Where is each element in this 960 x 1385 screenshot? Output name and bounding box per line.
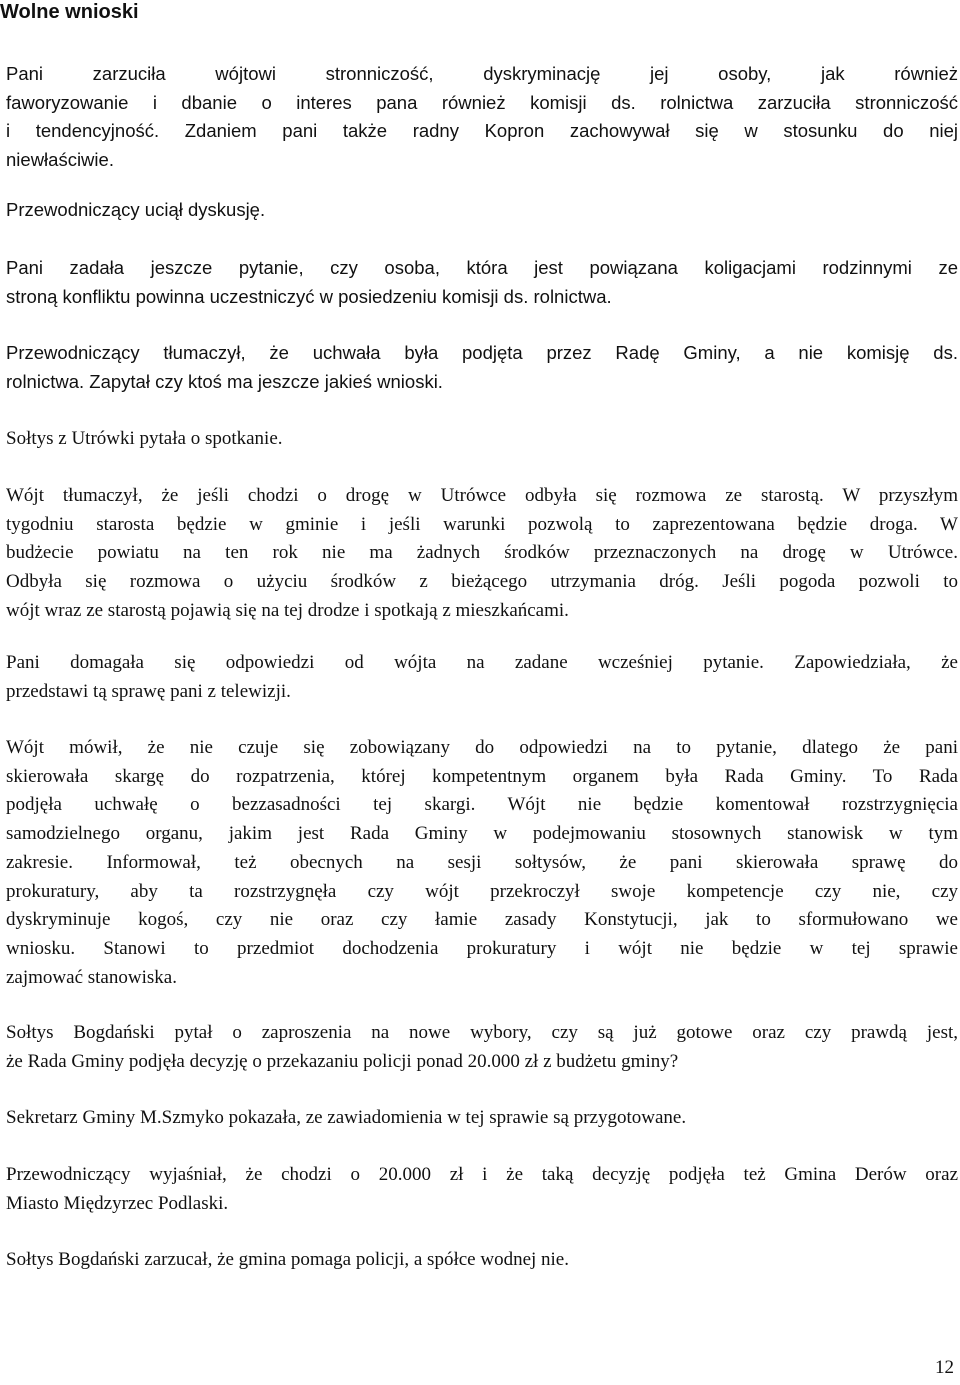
section-heading: Wolne wnioski: [0, 1, 139, 23]
paragraph: [6, 1104, 958, 1133]
paragraph-line: niewłaściwie.: [6, 149, 114, 171]
paragraph-line: Sołtys Bogdański pytał o zaproszenia na nowe wybory, czy są już gotowe oraz czy prawdą jest,: [6, 1022, 958, 1043]
paragraph-line: samodzielnego organu, jakim jest Rada Gminy w podejmowaniu stosownych stanowisk w tym: [6, 823, 958, 845]
paragraph-line: Przewodniczący uciął dyskusję.: [6, 199, 266, 220]
paragraph-line: Sekretarz Gminy M.Szmyko pokazała, ze zawiadomienia w tej sprawie są przygotowane.: [6, 1107, 687, 1128]
paragraph-line: budżecie powiatu na ten rok nie ma żadnych środków przeznaczonych na drogę w Utrówce.: [6, 542, 958, 564]
paragraph-line: Odbyła się rozmowa o użyciu środków z bieżącego utrzymania dróg. Jeśli pogoda pozwoli to: [6, 571, 958, 593]
paragraph: [6, 649, 958, 706]
paragraph: [6, 425, 958, 454]
paragraph-line: faworyzowanie i dbanie o interes pana również komisji ds. rolnictwa zarzuciła stronniczość: [6, 91, 958, 113]
paragraph-line: stroną konfliktu powinna uczestniczyć w posiedzeniu komisji ds. rolnictwa.: [6, 285, 612, 307]
paragraph: [6, 1019, 958, 1076]
paragraph-line: Przewodniczący tłumaczył, że uchwała była podjęta przez Radę Gminy, a nie komisję ds.: [6, 342, 958, 363]
paragraph-line: wójt wraz ze starostą pojawią się na tej drodze i spotkają z mieszkańcami.: [6, 599, 569, 621]
paragraph-line: tygodniu starosta będzie w gminie i jeśli warunki pozwolą to zaprezentowana będzie droga. W: [6, 513, 958, 535]
paragraph: [6, 482, 958, 626]
paragraph-line: Pani zadała jeszcze pytanie, czy osoba, która jest powiązana koligacjami rodzinnymi ze: [6, 257, 958, 278]
paragraph-line: wniosku. Stanowi to przedmiot dochodzenia prokuratury i wójt nie będzie w tej sprawie: [6, 937, 958, 959]
paragraph-line: że Rada Gminy podjęła decyzję o przekazaniu policji ponad 20.000 zł z budżetu gminy?: [6, 1050, 679, 1072]
paragraph: [6, 196, 958, 225]
paragraph-line: dyskryminuje kogoś, czy nie oraz czy łamie zasady Konstytucji, jak to sformułowano we: [6, 909, 958, 931]
paragraph-line: rolnictwa. Zapytał czy ktoś ma jeszcze jakieś wnioski.: [6, 370, 443, 392]
paragraph: [6, 1246, 958, 1275]
paragraph-line: Sołtys z Utrówki pytała o spotkanie.: [6, 428, 283, 449]
paragraph-line: zakresie. Informował, też obecnych na sesji sołtysów, że pani skierowała sprawę do: [6, 851, 958, 873]
paragraph-line: skierowała skargę do rozpatrzenia, której kompetentnym organem była Rada Gminy. To Rada: [6, 765, 958, 787]
paragraph-line: prokuratury, aby ta rozstrzygnęła czy wójt przekroczył swoje kompetencje czy nie, czy: [6, 880, 958, 902]
paragraph-line: Miasto Międzyrzec Podlaski.: [6, 1192, 229, 1214]
paragraph: [6, 254, 958, 311]
page-number: 12: [935, 1357, 954, 1378]
paragraph-line: Sołtys Bogdański zarzucał, że gmina pomaga policji, a spółce wodnej nie.: [6, 1249, 569, 1270]
paragraph-line: Pani zarzuciła wójtowi stronniczość, dyskryminację jej osoby, jak również: [6, 63, 958, 84]
paragraph-line: Pani domagała się odpowiedzi od wójta na zadane wcześniej pytanie. Zapowiedziała, że: [6, 652, 958, 673]
paragraph: [6, 734, 958, 992]
paragraph-line: podjęła uchwałę o bezzasadności tej skargi. Wójt nie będzie komentował rozstrzygnięcia: [6, 794, 958, 816]
paragraph-line: Wójt mówił, że nie czuje się zobowiązany do odpowiedzi na to pytanie, dlatego że pani: [6, 737, 958, 758]
paragraph-line: Przewodniczący wyjaśniał, że chodzi o 20.000 zł i że taką decyzję podjęła też Gmina Derów oraz: [6, 1164, 958, 1185]
paragraph: [6, 60, 958, 175]
paragraph-line: zajmować stanowiska.: [6, 966, 177, 988]
paragraph-line: i tendencyjność. Zdaniem pani także radny Kopron zachowywał się w stosunku do niej: [6, 120, 958, 142]
paragraph: [6, 339, 958, 396]
paragraph: [6, 1161, 958, 1218]
paragraph-line: przedstawi tą sprawę pani z telewizji.: [6, 680, 291, 702]
paragraph-line: Wójt tłumaczył, że jeśli chodzi o drogę w Utrówce odbyła się rozmowa ze starostą. W przyszłym: [6, 485, 958, 506]
